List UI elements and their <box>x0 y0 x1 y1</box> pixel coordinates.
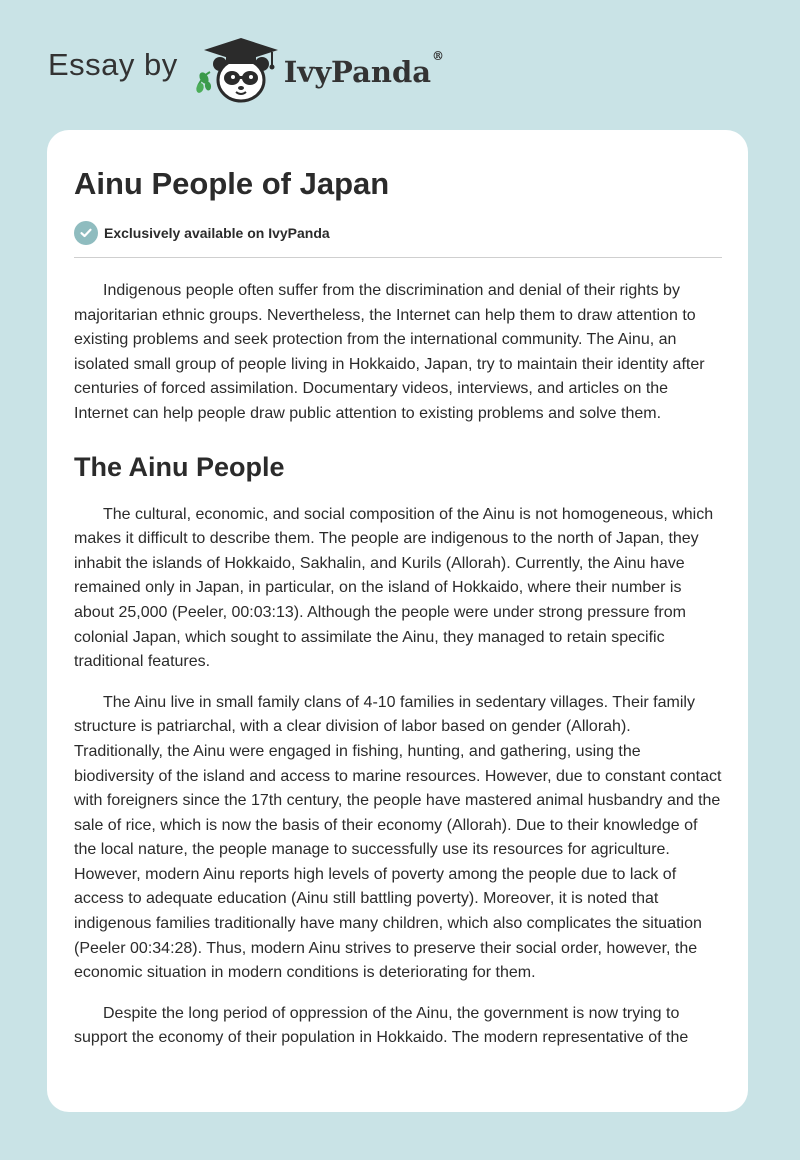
divider <box>74 257 722 258</box>
section-heading: The Ainu People <box>74 451 285 482</box>
essay-card <box>47 130 748 1112</box>
badge-text: Exclusively available on IvyPanda <box>104 225 330 241</box>
registered-mark: ® <box>432 49 445 63</box>
site-header <box>48 34 444 106</box>
intro-paragraph: Indigenous people often suffer from the discrimination and denial of their rights by majoritarian ethnic groups. Nevertheless, the Internet can help them to draw attention to existing problems and seek protection from the international community. The Ainu, an isolated small group of people living in Hokkaido, Japan, try to maintain their identity after centuries of forced assimilation. Documentary videos, interviews, and articles on the Internet can help people draw public attention to existing problems and solve them. <box>74 282 705 422</box>
essay-content <box>74 164 722 1051</box>
essay-by-label: Essay by <box>48 47 178 82</box>
check-circle-icon <box>74 221 98 245</box>
body-paragraph: The Ainu live in small family clans of 4-10 families in sedentary villages. Their family structure is patriarchal, with a clear division of labor based on gender (Allorah). Traditionally, the Ainu were engaged in fishing, hunting, and gathering, using the biodiversity of the island and access to marine resources. However, due to constant contact with foreigners since the 17th century, the people have mastered animal husbandry and the sale of rice, which is now the basis of their economy (Allorah). Due to their knowledge of the local nature, the people manage to successfully use its resources for agriculture. However, modern Ainu reports high levels of poverty among the people due to lack of access to adequate education (Ainu still battling poverty). Moreover, it is noted that indigenous families traditionally have many children, which also complicates the situation (Peeler 00:34:28). Thus, modern Ainu strives to preserve their social order, however, the economic situation in modern conditions is deteriorating for them. <box>74 693 722 982</box>
body-paragraph: Despite the long period of oppression of the Ainu, the government is now trying to support the economy of their population in Hokkaido. The modern representative of the <box>74 1004 689 1047</box>
panda-logo-icon[interactable] <box>192 34 280 106</box>
page-title: Ainu People of Japan <box>74 166 390 201</box>
body-paragraph: The cultural, economic, and social composition of the Ainu is not homogeneous, which makes it difficult to describe them. The people are indigenous to the north of Japan, they inhabit the islands of Hokkaido, Sakhalin, and Kurils (Allorah). Currently, the Ainu have remained only in Japan, in particular, on the island of Hokkaido, where their number is about 25,000 (Peeler, 00:03:13). Although the people were under strong pressure from colonial Japan, which sought to assimilate the Ainu, they managed to retain specific traditional features. <box>74 505 714 671</box>
exclusive-badge <box>74 221 722 245</box>
brand-name[interactable]: IvyPanda® <box>283 49 445 89</box>
